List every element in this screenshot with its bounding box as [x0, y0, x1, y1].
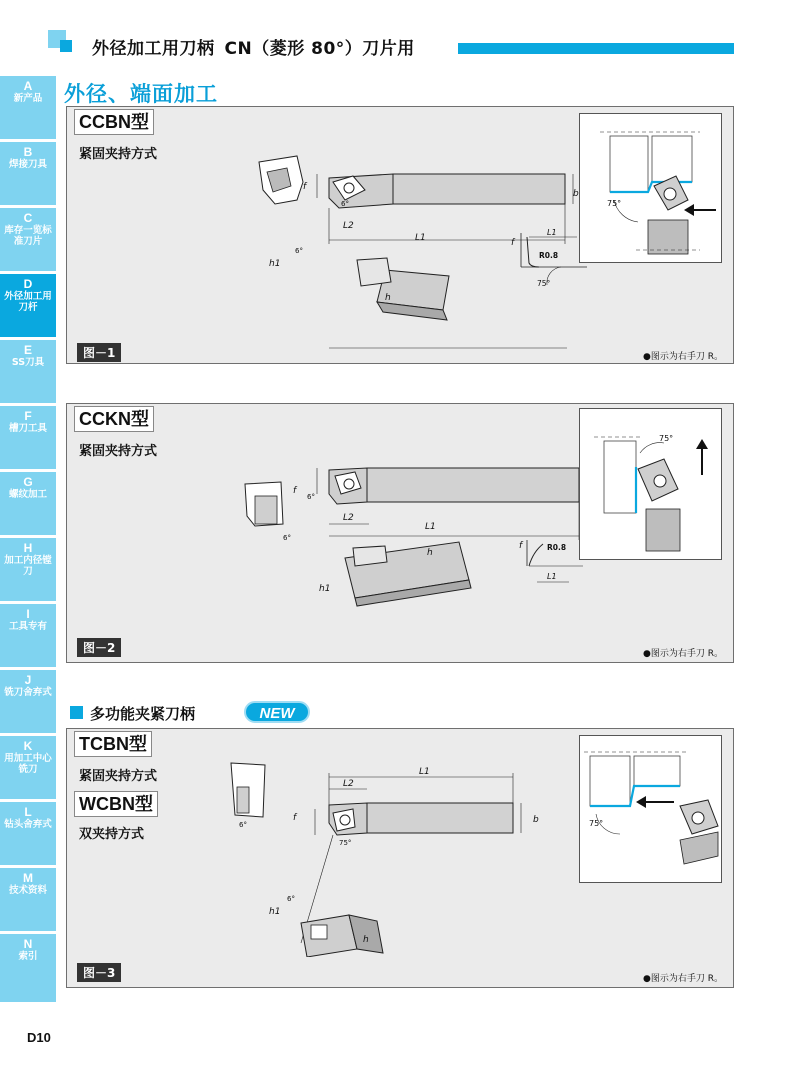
figure-label-1: 图－1 [77, 343, 121, 362]
machining-inset-2 [579, 408, 722, 560]
tab-text: 库存一览标准刀片 [4, 225, 52, 247]
dim-f: f [293, 813, 297, 823]
side-tab-c[interactable] [0, 208, 56, 271]
tab-letter: J [24, 673, 32, 687]
side-tab-m[interactable] [0, 868, 56, 931]
side-tab-l[interactable] [0, 802, 56, 865]
header-title-sub: CN（菱形 80°）刀片用 [224, 39, 415, 59]
inset-angle-2: 75° [659, 434, 674, 443]
holder-top-view [317, 468, 587, 540]
model-name: CCBN型 [74, 109, 154, 135]
dim-angle-a1: 6° [239, 821, 247, 829]
machining-inset-graphic [580, 736, 721, 882]
nose-radius: R0.8 [539, 251, 559, 260]
dim-h: h [427, 548, 433, 558]
header-title-main: 外径加工用刀柄 [92, 39, 215, 59]
dim-angle-a1: 6° [307, 493, 315, 501]
tab-letter: K [23, 739, 33, 753]
tab-letter: E [23, 343, 32, 357]
multifunction-square [70, 706, 83, 719]
dim-l2: L2 [343, 221, 354, 231]
clamp-method: 紧固夹持方式 [79, 444, 158, 459]
header-bar [458, 43, 734, 54]
clamp-method: 紧固夹持方式 [79, 147, 158, 162]
side-tab-g[interactable] [0, 472, 56, 535]
dim-l2: L2 [343, 779, 354, 789]
tab-text: 焊接刀具 [8, 159, 47, 170]
inset-angle-3: 75° [589, 819, 604, 828]
tab-letter: M [23, 871, 33, 885]
tab-text: 新产品 [13, 93, 43, 104]
model-name: TCBN型 [74, 731, 152, 757]
head-side-view [245, 482, 283, 526]
tab-text: SS刀具 [11, 357, 45, 368]
head-side-view [231, 763, 265, 817]
holder-perspective-view [345, 542, 471, 606]
tab-letter: G [23, 475, 33, 489]
nose-radius: R0.8 [547, 543, 567, 552]
machining-inset-graphic [580, 409, 721, 559]
dim-h1: h1 [269, 907, 281, 917]
tab-text: 用加工中心铣刀 [4, 753, 52, 775]
side-tab-i[interactable] [0, 604, 56, 667]
header-square-dark [60, 40, 72, 52]
side-tab-e[interactable] [0, 340, 56, 403]
nose-dim-l1: L1 [547, 228, 557, 237]
tab-letter: N [23, 937, 33, 951]
panel-cckn [66, 403, 734, 663]
dim-angle-a1: 6° [341, 200, 349, 208]
inset-angle-1: 75° [607, 199, 622, 208]
holder-perspective-view [357, 258, 449, 320]
head-side-view [259, 156, 303, 204]
tab-letter: F [24, 409, 32, 423]
machining-inset-1 [579, 113, 722, 263]
handedness-note-3: ●图示为右手刀 R。 [643, 974, 723, 984]
tab-text: 钻头舍弃式 [4, 819, 52, 830]
panel-ccbn [66, 106, 734, 364]
dim-angle: 75° [339, 839, 352, 847]
machining-inset-graphic [580, 114, 721, 262]
clamp-method-2: 双夹持方式 [79, 827, 145, 842]
dim-b: b [573, 189, 579, 199]
new-badge: NEW [244, 701, 310, 723]
side-tab-h[interactable] [0, 538, 56, 601]
tab-text: 索引 [18, 951, 38, 962]
tab-letter: C [23, 211, 33, 225]
handedness-note-1: ●图示为右手刀 R。 [643, 352, 723, 362]
figure-label-3: 图－3 [77, 963, 121, 982]
dim-b: b [533, 815, 539, 825]
dim-l1: L1 [419, 767, 430, 777]
dim-h1: h1 [319, 584, 331, 594]
dim-l1: L1 [425, 522, 436, 532]
nose-dim-l1: L1 [547, 572, 557, 581]
handedness-note-2: ●图示为右手刀 R。 [643, 649, 723, 659]
tab-letter: D [23, 277, 33, 291]
nose-dim-f: f [511, 238, 515, 248]
tab-letter: A [23, 79, 33, 93]
multifunction-title: 多功能夹紧刀柄 [90, 705, 196, 723]
panel-tcbn-wcbn [66, 728, 734, 988]
model-name-2: WCBN型 [74, 791, 158, 817]
tab-letter: I [26, 607, 30, 621]
nose-dim-f: f [519, 541, 523, 551]
dim-l1: L1 [415, 233, 426, 243]
tab-letter: L [24, 805, 32, 819]
tab-letter: B [23, 145, 33, 159]
figure-label-2: 图－2 [77, 638, 121, 657]
nose-angle: 75° [537, 279, 551, 288]
model-name: CCKN型 [74, 406, 154, 432]
side-tab-n[interactable] [0, 934, 56, 1002]
holder-perspective-view [301, 915, 383, 957]
side-tab-b[interactable] [0, 142, 56, 205]
dim-angle-a2: 6° [295, 247, 303, 255]
dim-l2: L2 [343, 513, 354, 523]
machining-inset-3 [579, 735, 722, 883]
side-tab-j[interactable] [0, 670, 56, 733]
dim-angle-a2: 6° [283, 534, 291, 542]
tab-text: 加工内径镗刀 [4, 555, 52, 577]
dim-f: f [303, 182, 307, 192]
dim-h: h [363, 935, 369, 945]
tab-text: 铣刀舍弃式 [4, 687, 52, 698]
section-title: 外径、端面加工 [64, 82, 218, 106]
page-header-title [92, 34, 415, 59]
tab-text: 技术资料 [8, 885, 47, 896]
side-tab-d[interactable] [0, 274, 56, 337]
side-tab-k[interactable] [0, 736, 56, 799]
dim-h1: h1 [269, 259, 281, 269]
holder-drawing-3 [217, 757, 527, 957]
tab-text: 工具专有 [8, 621, 47, 632]
tab-text: 外径加工用刀杆 [4, 291, 52, 313]
dim-h: h [385, 293, 391, 303]
dim-f: f [293, 486, 297, 496]
page-number: D10 [27, 1030, 51, 1045]
dim-angle-a2: 6° [287, 895, 295, 903]
tab-letter: H [23, 541, 33, 555]
clamp-method: 紧固夹持方式 [79, 769, 158, 784]
tab-text: 螺纹加工 [8, 489, 47, 500]
side-tab-f[interactable] [0, 406, 56, 469]
side-tab-a[interactable] [0, 76, 56, 139]
tab-text: 槽刀工具 [8, 423, 47, 434]
